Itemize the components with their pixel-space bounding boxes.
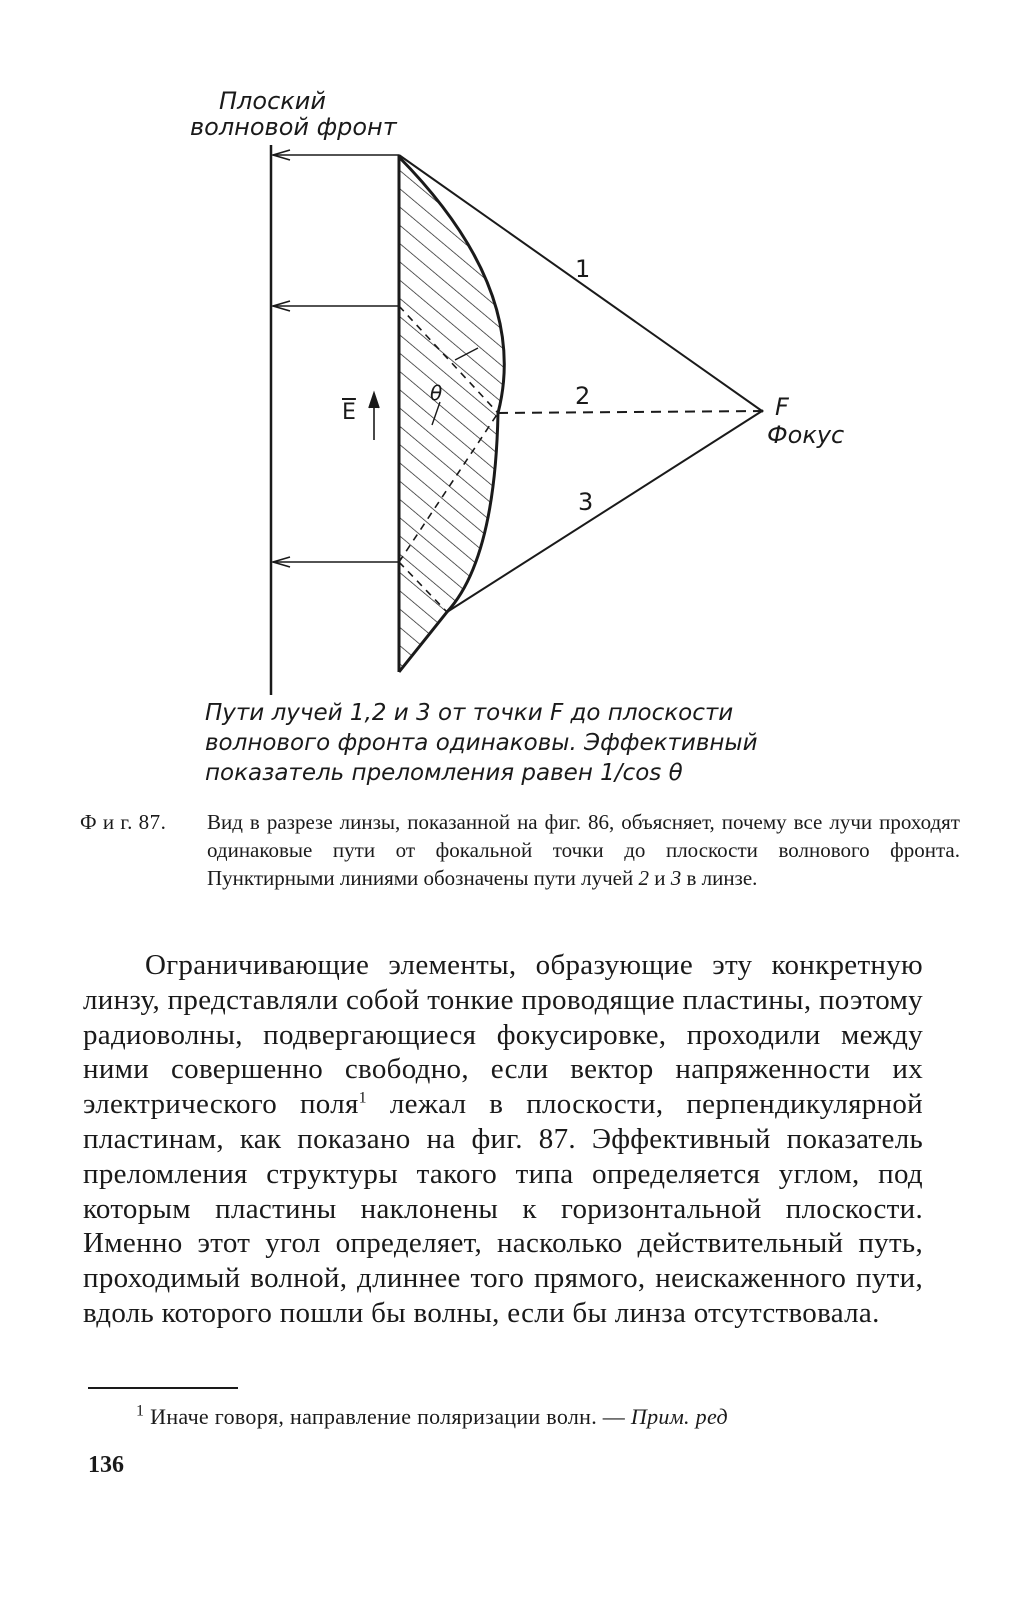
focus-label: Фокус xyxy=(767,421,845,449)
e-vector-arrow xyxy=(369,393,379,440)
caption-text-a: Вид в разрезе линзы, показанной на фиг. 86, объясняет, почему все лучи проходят одинаковые пути от фокальной точки до плоскости волнового фронта. Пунктирными линиями обозначены пути лучей xyxy=(207,810,960,890)
figure-note-line2: волнового фронта одинаковы. Эффективный xyxy=(205,730,758,756)
focus-point xyxy=(761,410,764,413)
figure-note xyxy=(205,698,825,788)
figure-caption xyxy=(80,808,960,892)
main-paragraph xyxy=(83,948,923,1331)
paragraph-part-b: лежал в плоскости, перпендикулярной пластинам, как показано на фиг. 87. Эффективный показатель преломления структуры такого типа определяется углом, под которым пластины наклонены к горизонтальной плоскости. Именно этот угол определяет, насколько действительный путь, проходимый волной, длиннее того прямого, неискаженного пути, вдоль которого пошли бы волны, если бы линза отсутствовала. xyxy=(83,1088,923,1329)
footnote-ref: 1 xyxy=(358,1089,367,1107)
footnote-mark: 1 xyxy=(136,1402,145,1420)
caption-text xyxy=(207,808,960,892)
caption-and: и xyxy=(654,866,666,890)
ray-3-label: 3 xyxy=(578,488,594,516)
figure-note-line3: показатель преломления равен 1/cos θ xyxy=(205,760,683,786)
focus-letter: F xyxy=(775,393,789,421)
footnote-divider xyxy=(88,1387,238,1389)
wavefront-label-line2: волновой фронт xyxy=(190,113,397,141)
paragraph-part-a: Ограничивающие элементы, образующие эту конкретную линзу, представляли собой тонкие проводящие пластины, поэтому радиоволны, подвергающиеся фокусировке, проходили между ними совершенно свободно, если вектор напряженности их электрического поля xyxy=(83,949,923,1121)
footnote-editor-note: Прим. ред xyxy=(630,1404,728,1429)
wavefront-arrows xyxy=(273,150,399,567)
ray-2-label: 2 xyxy=(575,382,591,410)
ray-1-label: 1 xyxy=(575,255,591,283)
footnote xyxy=(88,1402,928,1432)
page-number: 136 xyxy=(88,1452,124,1478)
caption-ray-b: 3 xyxy=(670,866,682,890)
theta-label: θ xyxy=(430,381,443,405)
caption-number: Ф и г. 87. xyxy=(80,810,167,834)
figure-note-line1: Пути лучей 1,2 и 3 от точки F до плоскости xyxy=(205,700,734,726)
wavefront-label-line1: Плоский xyxy=(219,87,326,115)
e-vector-label: $\overline{E}$ xyxy=(342,400,356,425)
footnote-text: Иначе говоря, направление поляризации волн. — xyxy=(150,1404,626,1429)
caption-text-b: в линзе. xyxy=(686,866,758,890)
ray-2-line xyxy=(498,411,762,413)
caption-ray-a: 2 xyxy=(638,866,649,890)
